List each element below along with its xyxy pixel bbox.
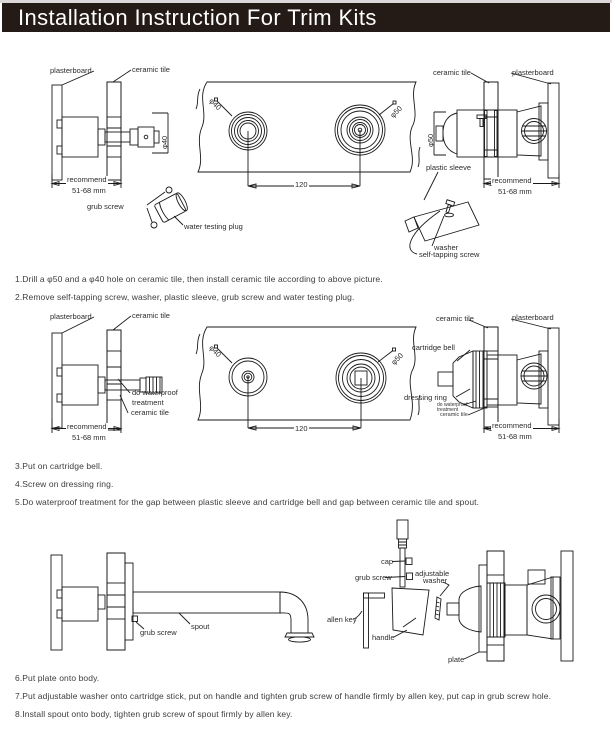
instruction-step-1: 1.Drill a φ50 and a φ40 hole on ceramic tile, then install ceramic tile according to above picture. bbox=[15, 274, 383, 284]
label-hole-dia40: φ40 bbox=[207, 343, 224, 360]
label-dia50-dimension: φ50 bbox=[426, 133, 435, 147]
instruction-step-2: 2.Remove self-tapping screw, washer, plastic sleeve, grub screw and water testing plug. bbox=[15, 292, 355, 302]
label-cartridge-bell: cartridge bell bbox=[412, 343, 455, 352]
label-recommend-mm: 51-68 mm bbox=[72, 186, 106, 195]
label-treatment: treatment bbox=[132, 398, 164, 407]
label-dressing-ring: dressing ring bbox=[404, 393, 447, 402]
diagram-1-drawing bbox=[0, 55, 612, 270]
instruction-step-7: 7.Put adjustable washer onto cartridge stick, put on handle and tighten grub screw of handle firmly by allen key, put cap in grub screw hole. bbox=[15, 691, 552, 701]
label-ceramic-tile-small: ceramic tile bbox=[440, 412, 468, 418]
label-allen-key: allen key bbox=[327, 615, 357, 624]
diagram-step6-8 bbox=[0, 513, 612, 665]
label-adjustable-washer: washer bbox=[423, 576, 448, 585]
label-spout: spout bbox=[191, 622, 210, 631]
label-self-tapping-screw: self-tapping screw bbox=[419, 250, 480, 259]
label-ceramic-tile-2: ceramic tile bbox=[131, 408, 169, 417]
label-recommend-right: recommend bbox=[492, 421, 532, 430]
label-dim-120: 120 bbox=[295, 424, 308, 433]
title-bar bbox=[2, 3, 610, 32]
d3-left-wall-assembly bbox=[51, 553, 314, 650]
label-recommend-mm-right: 51-68 mm bbox=[498, 432, 532, 441]
instruction-step-4: 4.Screw on dressing ring. bbox=[15, 479, 114, 489]
diagram-step3-5 bbox=[0, 305, 612, 455]
label-water-testing-plug: water testing plug bbox=[184, 222, 243, 231]
label-plastic-sleeve: plastic sleeve bbox=[426, 163, 472, 172]
label-dim-120: 120 bbox=[295, 180, 308, 189]
label-do-waterproof-small: do waterproof bbox=[437, 402, 468, 408]
label-grub-screw-spout: grub screw bbox=[140, 628, 177, 637]
label-ceramic-tile-right: ceramic tile bbox=[436, 314, 474, 323]
d3-right-wall-assembly bbox=[459, 551, 573, 661]
label-recommend-mm: 51-68 mm bbox=[72, 433, 106, 442]
label-grub-screw: grub screw bbox=[87, 202, 124, 211]
label-grub-screw-handle: grub screw bbox=[355, 573, 392, 582]
label-ceramic-tile: ceramic tile bbox=[132, 311, 170, 320]
label-handle: handle bbox=[372, 633, 395, 642]
label-treatment-small: treatment bbox=[437, 407, 459, 413]
label-recommend: recommend bbox=[67, 422, 107, 431]
label-hole-dia50: φ50 bbox=[388, 103, 405, 120]
instruction-step-6: 6.Put plate onto body. bbox=[15, 673, 100, 683]
label-cap: cap bbox=[381, 557, 394, 566]
label-ceramic-tile-right: ceramic tile bbox=[433, 68, 471, 77]
label-plate: plate bbox=[448, 655, 465, 664]
label-plasterboard: plasterboard bbox=[50, 66, 92, 75]
label-adjustable: adjustable bbox=[415, 569, 450, 578]
page-title: Installation Instruction For Trim Kits bbox=[18, 4, 377, 30]
label-ceramic-tile: ceramic tile bbox=[132, 65, 170, 74]
label-do-waterproof: do waterproof bbox=[132, 388, 178, 397]
label-dia40-dimension: φ40 bbox=[160, 135, 169, 149]
d1-front-panel bbox=[196, 82, 420, 188]
instruction-step-3: 3.Put on cartridge bell. bbox=[15, 461, 103, 471]
label-hole-dia50: φ50 bbox=[389, 350, 406, 367]
label-recommend-mm-right: 51-68 mm bbox=[498, 187, 532, 196]
label-recommend-right: recommend bbox=[492, 176, 532, 185]
label-recommend: recommend bbox=[67, 175, 107, 184]
instruction-step-8: 8.Install spout onto body, tighten grub screw of spout firmly by allen key. bbox=[15, 709, 293, 719]
diagram-step1-2 bbox=[0, 55, 612, 270]
diagram-3-drawing bbox=[0, 513, 612, 665]
label-plasterboard-right: plasterboard bbox=[512, 68, 554, 77]
label-plasterboard: plasterboard bbox=[50, 312, 92, 321]
label-hole-dia40: φ40 bbox=[207, 96, 224, 113]
instruction-step-5: 5.Do waterproof treatment for the gap between plastic sleeve and cartridge bell and gap between ceramic tile and spout. bbox=[15, 497, 480, 507]
label-plasterboard-right: plasterboard bbox=[512, 313, 554, 322]
label-washer: washer bbox=[434, 243, 459, 252]
